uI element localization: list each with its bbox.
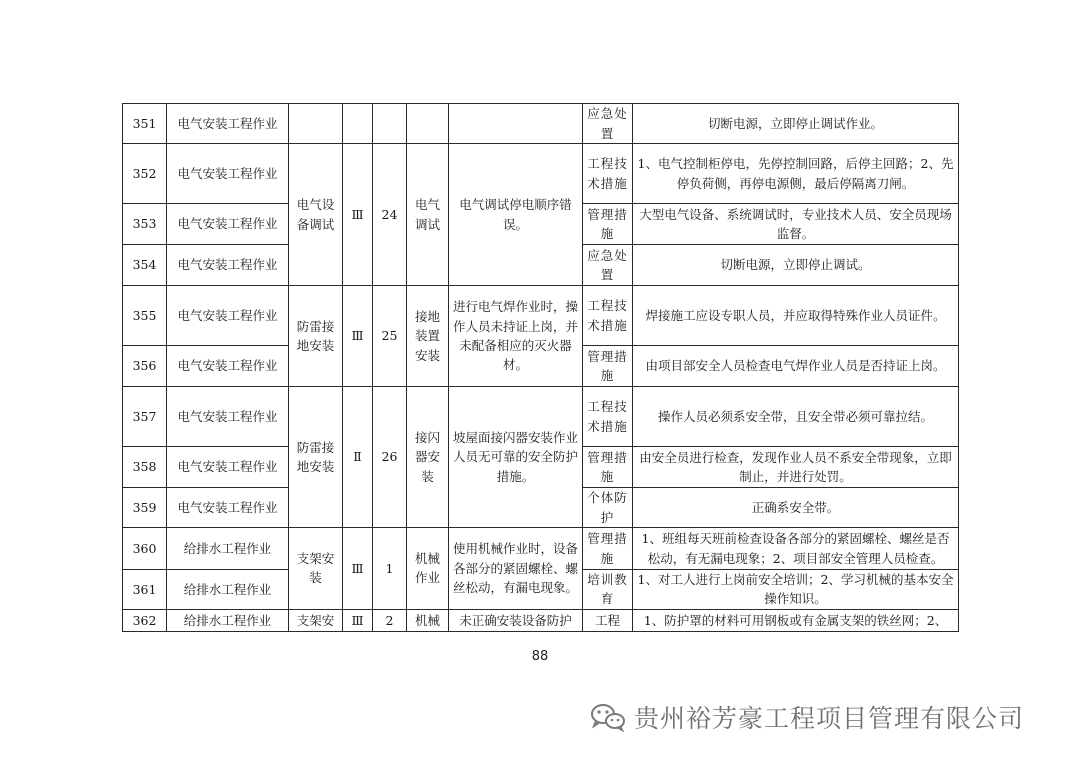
sequence-number: 1 — [373, 528, 407, 610]
control-measure: 大型电气设备、系统调试时，专业技术人员、安全员现场监督。 — [633, 204, 959, 245]
measure-type: 个体防护 — [583, 488, 633, 528]
hazard-category: 接闪器安装 — [407, 387, 449, 528]
work-item: 防雷接地安装 — [289, 286, 343, 387]
measure-type: 培训教育 — [583, 570, 633, 610]
row-number: 352 — [123, 144, 167, 204]
control-measure: 切断电源，立即停止调试。 — [633, 245, 959, 286]
control-measure: 正确系安全带。 — [633, 488, 959, 528]
table-row — [123, 387, 959, 447]
row-number: 351 — [123, 104, 167, 144]
table-row — [123, 286, 959, 346]
risk-control-table — [122, 103, 959, 632]
work-category: 电气安装工程作业 — [167, 387, 289, 447]
row-number: 357 — [123, 387, 167, 447]
risk-level: Ⅲ — [343, 609, 373, 631]
work-category: 给排水工程作业 — [167, 528, 289, 570]
row-number: 353 — [123, 204, 167, 245]
work-item: 防雷接地安装 — [289, 387, 343, 528]
page-number: 88 — [531, 649, 549, 664]
work-category: 电气安装工程作业 — [167, 447, 289, 488]
watermark — [590, 698, 1024, 736]
control-measure: 由项目部安全人员检查电气焊作业人员是否持证上岗。 — [633, 346, 959, 387]
measure-type: 管理措施 — [583, 346, 633, 387]
measure-type: 工程技术措施 — [583, 144, 633, 204]
hazard-description: 使用机械作业时，设备各部分的紧固螺栓、螺丝松动，有漏电现象。 — [449, 528, 583, 610]
work-item: 支架安 — [289, 609, 343, 631]
row-number: 356 — [123, 346, 167, 387]
work-category: 电气安装工程作业 — [167, 245, 289, 286]
measure-type: 应急处置 — [583, 104, 633, 144]
control-measure: 1、班组每天班前检查设备各部分的紧固螺栓、螺丝是否松动，有无漏电现象；2、项目部安全管理人员检查。 — [633, 528, 959, 570]
table-row — [123, 528, 959, 570]
work-category: 电气安装工程作业 — [167, 488, 289, 528]
table-row — [123, 104, 959, 144]
work-category: 电气安装工程作业 — [167, 104, 289, 144]
measure-type: 管理措施 — [583, 204, 633, 245]
work-category: 电气安装工程作业 — [167, 286, 289, 346]
risk-level: Ⅱ — [343, 387, 373, 528]
measure-type: 工程技术措施 — [583, 387, 633, 447]
hazard-description: 未正确安装设备防护 — [449, 609, 583, 631]
hazard-category: 机械 — [407, 609, 449, 631]
control-measure: 由安全员进行检查，发现作业人员不系安全带现象，立即制止，并进行处罚。 — [633, 447, 959, 488]
row-number: 360 — [123, 528, 167, 570]
risk-level: Ⅲ — [343, 528, 373, 610]
sequence-number: 24 — [373, 144, 407, 286]
sequence-number: 26 — [373, 387, 407, 528]
control-measure: 1、电气控制柜停电，先停控制回路，后停主回路；2、先停负荷侧，再停电源侧，最后停隔离刀闸。 — [633, 144, 959, 204]
hazard-description: 坡屋面接闪器安装作业人员无可靠的安全防护措施。 — [449, 387, 583, 528]
wechat-icon — [590, 702, 626, 732]
document-page — [122, 103, 959, 632]
work-category: 给排水工程作业 — [167, 609, 289, 631]
row-number: 354 — [123, 245, 167, 286]
control-measure: 1、对工人进行上岗前安全培训；2、学习机械的基本安全操作知识。 — [633, 570, 959, 610]
row-number: 359 — [123, 488, 167, 528]
row-number: 362 — [123, 609, 167, 631]
row-number: 358 — [123, 447, 167, 488]
risk-level: Ⅲ — [343, 286, 373, 387]
work-item: 电气设备调试 — [289, 144, 343, 286]
work-category: 给排水工程作业 — [167, 570, 289, 610]
table-row — [123, 609, 959, 631]
row-number: 361 — [123, 570, 167, 610]
hazard-category: 机械作业 — [407, 528, 449, 610]
work-item: 支架安装 — [289, 528, 343, 610]
watermark-text: 贵州裕芳豪工程项目管理有限公司 — [634, 704, 1025, 733]
measure-type: 管理措施 — [583, 447, 633, 488]
sequence-number: 2 — [373, 609, 407, 631]
table-row — [123, 144, 959, 204]
hazard-category: 接地装置安装 — [407, 286, 449, 387]
measure-type: 工程 — [583, 609, 633, 631]
row-number: 355 — [123, 286, 167, 346]
control-measure: 焊接施工应设专职人员，并应取得特殊作业人员证件。 — [633, 286, 959, 346]
work-category: 电气安装工程作业 — [167, 346, 289, 387]
hazard-category: 电气调试 — [407, 144, 449, 286]
measure-type: 应急处置 — [583, 245, 633, 286]
sequence-number: 25 — [373, 286, 407, 387]
control-measure: 1、防护罩的材料可用钢板或有金属支架的铁丝网；2、 — [633, 609, 959, 631]
measure-type: 管理措施 — [583, 528, 633, 570]
control-measure: 操作人员必须系安全带，且安全带必须可靠拉结。 — [633, 387, 959, 447]
hazard-description: 进行电气焊作业时，操作人员未持证上岗，并未配备相应的灭火器材。 — [449, 286, 583, 387]
control-measure: 切断电源，立即停止调试作业。 — [633, 104, 959, 144]
work-category: 电气安装工程作业 — [167, 144, 289, 204]
risk-level: Ⅲ — [343, 144, 373, 286]
hazard-description: 电气调试停电顺序错误。 — [449, 144, 583, 286]
measure-type: 工程技术措施 — [583, 286, 633, 346]
work-category: 电气安装工程作业 — [167, 204, 289, 245]
